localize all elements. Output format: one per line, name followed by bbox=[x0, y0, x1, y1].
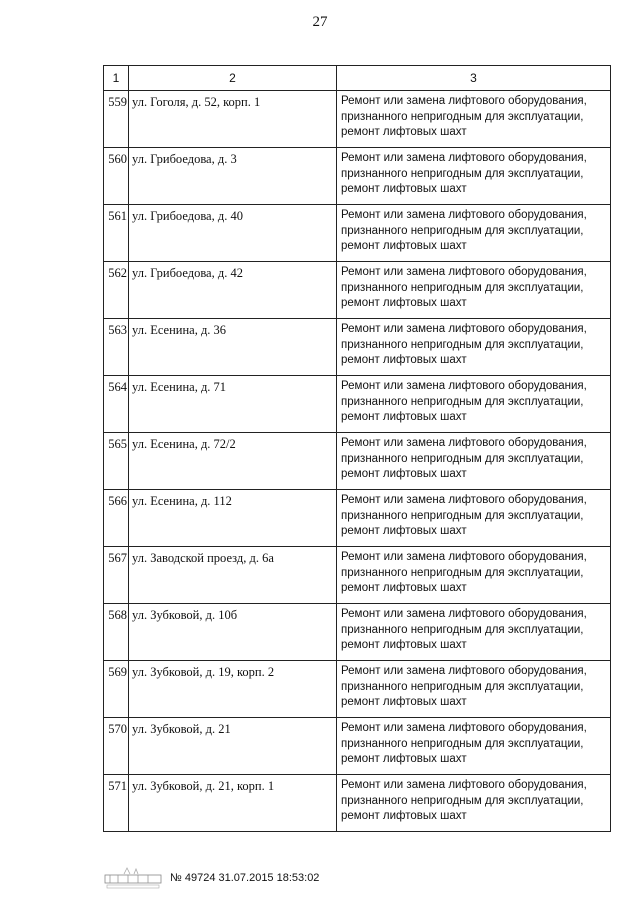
row-address: ул. Есенина, д. 71 bbox=[129, 376, 337, 433]
row-work-description bbox=[337, 319, 611, 376]
row-number: 561 bbox=[104, 205, 129, 262]
work-description-line: ремонт лифтовых шахт bbox=[341, 297, 467, 309]
work-description-line: ремонт лифтовых шахт bbox=[341, 582, 467, 594]
row-number: 569 bbox=[104, 661, 129, 718]
work-description-line: Ремонт или замена лифтового оборудования, bbox=[341, 95, 587, 107]
row-address: ул. Грибоедова, д. 42 bbox=[129, 262, 337, 319]
row-number: 559 bbox=[104, 91, 129, 148]
work-description-line: Ремонт или замена лифтового оборудования, bbox=[341, 266, 587, 278]
work-description-line: Ремонт или замена лифтового оборудования, bbox=[341, 209, 587, 221]
work-description-line: признанного непригодным для эксплуатации, bbox=[341, 281, 584, 294]
table-row bbox=[104, 661, 611, 718]
row-address: ул. Грибоедова, д. 40 bbox=[129, 205, 337, 262]
row-address: ул. Есенина, д. 36 bbox=[129, 319, 337, 376]
work-description-line: Ремонт или замена лифтового оборудования, bbox=[341, 722, 587, 734]
column-header-1: 1 bbox=[104, 66, 129, 91]
row-work-description bbox=[337, 262, 611, 319]
work-description-line: ремонт лифтовых шахт bbox=[341, 525, 467, 537]
row-address: ул. Зубковой, д. 21, корп. 1 bbox=[129, 775, 337, 832]
row-number: 570 bbox=[104, 718, 129, 775]
row-number: 567 bbox=[104, 547, 129, 604]
work-description-line: ремонт лифтовых шахт bbox=[341, 411, 467, 423]
work-description-line: ремонт лифтовых шахт bbox=[341, 753, 467, 765]
row-number: 568 bbox=[104, 604, 129, 661]
table-row bbox=[104, 91, 611, 148]
work-description-line: ремонт лифтовых шахт bbox=[341, 468, 467, 480]
table-row bbox=[104, 490, 611, 547]
document-seal-icon bbox=[104, 866, 162, 890]
row-address: ул. Есенина, д. 112 bbox=[129, 490, 337, 547]
row-work-description bbox=[337, 547, 611, 604]
work-description-line: ремонт лифтовых шахт bbox=[341, 240, 467, 252]
column-header-3: 3 bbox=[337, 66, 611, 91]
work-description-line: признанного непригодным для эксплуатации, bbox=[341, 167, 584, 180]
table-row bbox=[104, 604, 611, 661]
work-description-line: ремонт лифтовых шахт bbox=[341, 183, 467, 195]
row-address: ул. Заводской проезд, д. 6а bbox=[129, 547, 337, 604]
table-row bbox=[104, 547, 611, 604]
row-number: 563 bbox=[104, 319, 129, 376]
work-description-line: ремонт лифтовых шахт bbox=[341, 810, 467, 822]
page-number: 27 bbox=[312, 14, 328, 30]
column-header-2: 2 bbox=[129, 66, 337, 91]
row-address: ул. Зубковой, д. 10б bbox=[129, 604, 337, 661]
row-number: 564 bbox=[104, 376, 129, 433]
row-address: ул. Грибоедова, д. 3 bbox=[129, 148, 337, 205]
work-description-line: Ремонт или замена лифтового оборудования, bbox=[341, 152, 587, 164]
work-description-line: признанного непригодным для эксплуатации, bbox=[341, 623, 584, 636]
work-description-line: ремонт лифтовых шахт bbox=[341, 354, 467, 366]
work-description-line: Ремонт или замена лифтового оборудования, bbox=[341, 380, 587, 392]
row-work-description bbox=[337, 490, 611, 547]
work-description-line: признанного непригодным для эксплуатации, bbox=[341, 452, 584, 465]
row-address: ул. Есенина, д. 72/2 bbox=[129, 433, 337, 490]
row-work-description bbox=[337, 604, 611, 661]
footer bbox=[104, 866, 319, 890]
row-number: 562 bbox=[104, 262, 129, 319]
row-address: ул. Гоголя, д. 52, корп. 1 bbox=[129, 91, 337, 148]
table-row bbox=[104, 775, 611, 832]
work-description-line: признанного непригодным для эксплуатации, bbox=[341, 224, 584, 237]
table-row bbox=[104, 433, 611, 490]
work-description-line: Ремонт или замена лифтового оборудования, bbox=[341, 551, 587, 563]
work-description-line: Ремонт или замена лифтового оборудования, bbox=[341, 608, 587, 620]
work-description-line: признанного непригодным для эксплуатации, bbox=[341, 338, 584, 351]
work-description-line: признанного непригодным для эксплуатации, bbox=[341, 566, 584, 579]
table-header-row bbox=[104, 66, 611, 91]
row-number: 566 bbox=[104, 490, 129, 547]
table-row bbox=[104, 319, 611, 376]
registration-stamp: № 49724 31.07.2015 18:53:02 bbox=[170, 872, 320, 884]
row-work-description bbox=[337, 775, 611, 832]
work-description-line: Ремонт или замена лифтового оборудования, bbox=[341, 779, 587, 791]
row-work-description bbox=[337, 661, 611, 718]
table-row bbox=[104, 262, 611, 319]
work-description-line: Ремонт или замена лифтового оборудования, bbox=[341, 665, 587, 677]
table-row bbox=[104, 148, 611, 205]
row-address: ул. Зубковой, д. 21 bbox=[129, 718, 337, 775]
work-description-line: признанного непригодным для эксплуатации, bbox=[341, 509, 584, 522]
work-description-line: признанного непригодным для эксплуатации, bbox=[341, 737, 584, 750]
work-description-line: ремонт лифтовых шахт bbox=[341, 696, 467, 708]
row-work-description bbox=[337, 718, 611, 775]
work-description-line: ремонт лифтовых шахт bbox=[341, 126, 467, 138]
table-row bbox=[104, 205, 611, 262]
row-work-description bbox=[337, 91, 611, 148]
row-number: 560 bbox=[104, 148, 129, 205]
table-row bbox=[104, 376, 611, 433]
registry-table bbox=[103, 65, 611, 832]
row-number: 571 bbox=[104, 775, 129, 832]
work-description-line: Ремонт или замена лифтового оборудования, bbox=[341, 437, 587, 449]
work-description-line: признанного непригодным для эксплуатации, bbox=[341, 794, 584, 807]
work-description-line: Ремонт или замена лифтового оборудования, bbox=[341, 494, 587, 506]
row-address: ул. Зубковой, д. 19, корп. 2 bbox=[129, 661, 337, 718]
work-description-line: признанного непригодным для эксплуатации, bbox=[341, 110, 584, 123]
row-work-description bbox=[337, 433, 611, 490]
row-work-description bbox=[337, 205, 611, 262]
work-description-line: признанного непригодным для эксплуатации, bbox=[341, 395, 584, 408]
row-number: 565 bbox=[104, 433, 129, 490]
work-description-line: признанного непригодным для эксплуатации, bbox=[341, 680, 584, 693]
row-work-description bbox=[337, 148, 611, 205]
row-work-description bbox=[337, 376, 611, 433]
table-body bbox=[104, 91, 611, 832]
work-description-line: ремонт лифтовых шахт bbox=[341, 639, 467, 651]
work-description-line: Ремонт или замена лифтового оборудования, bbox=[341, 323, 587, 335]
table-row bbox=[104, 718, 611, 775]
